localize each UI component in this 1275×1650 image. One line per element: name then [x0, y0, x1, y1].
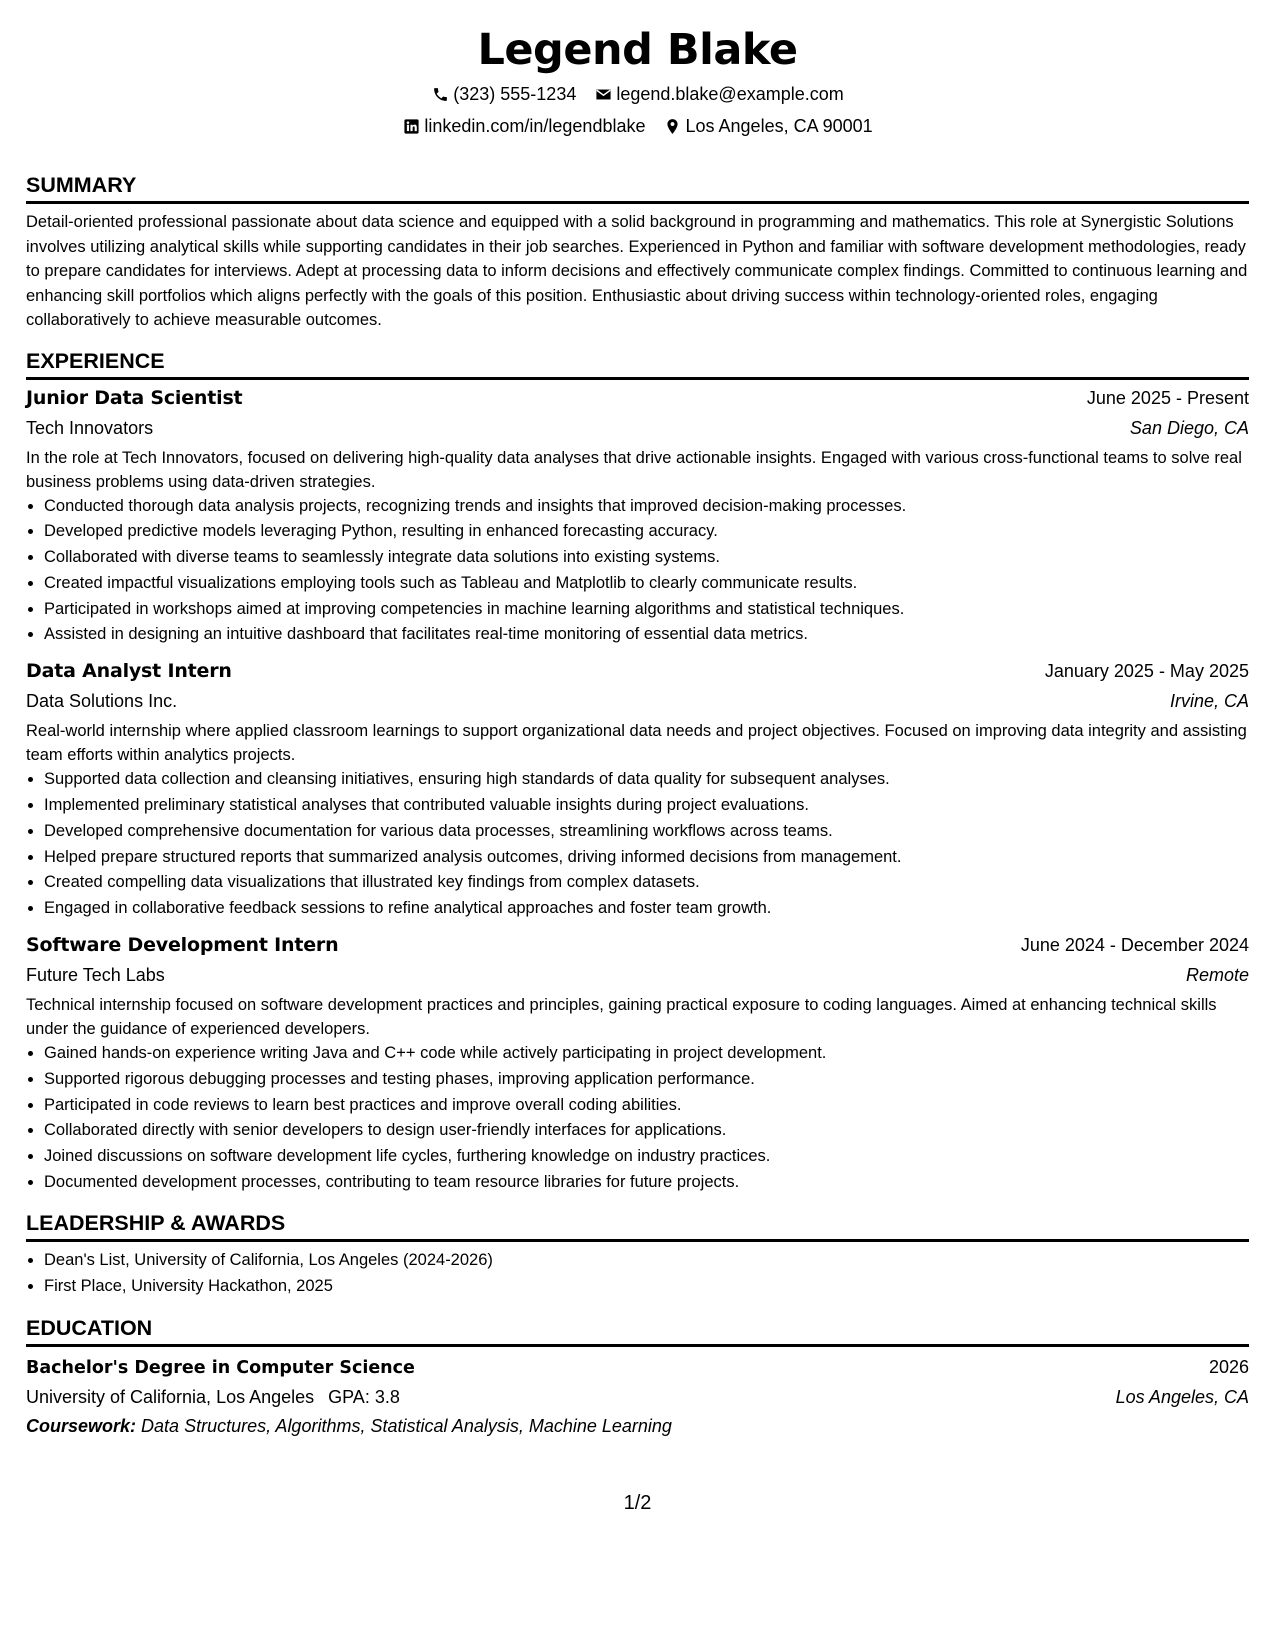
phone-icon — [431, 85, 449, 103]
summary-section — [26, 172, 1249, 333]
list-item: • Documented development processes, contributing to team resource libraries for future projects. — [44, 1170, 1249, 1196]
resume-page — [26, 0, 1249, 1650]
education-degree: Bachelor's Degree in Computer Science — [26, 1358, 415, 1379]
section-title-awards: LEADERSHIP & AWARDS — [26, 1210, 1249, 1242]
experience-section — [26, 348, 1249, 1196]
contact-line-2 — [26, 114, 1249, 138]
job-location: Remote — [1185, 965, 1249, 986]
job-location: Irvine, CA — [1169, 691, 1249, 712]
list-item: • Joined discussions on software development life cycles, furthering knowledge on industry practices. — [44, 1144, 1249, 1170]
list-item: • Created compelling data visualizations that illustrated key findings from complex datasets. — [44, 870, 1249, 896]
contact-phone[interactable] — [431, 82, 576, 106]
linkedin-text: linkedin.com/in/legendblake — [424, 116, 646, 136]
list-item: • Implemented preliminary statistical analyses that contributed valuable insights during project evaluations. — [44, 793, 1249, 819]
job-dates: June 2024 - December 2024 — [1020, 935, 1249, 956]
list-item: • Developed predictive models leveraging Python, resulting in enhanced forecasting accuracy. — [44, 519, 1249, 545]
job-title: Software Development Intern — [26, 934, 339, 957]
list-item: • Assisted in designing an intuitive dashboard that facilitates real-time monitoring of essential data metrics. — [44, 622, 1249, 648]
job-company: Future Tech Labs — [26, 965, 165, 986]
contact-linkedin[interactable] — [402, 114, 645, 138]
education-section — [26, 1315, 1249, 1441]
job-bullets — [26, 1041, 1249, 1196]
phone-text: (323) 555-1234 — [453, 84, 577, 104]
email-text: legend.blake@example.com — [616, 84, 844, 104]
job-bullets — [26, 767, 1249, 922]
education-gpa: GPA: 3.8 — [328, 1387, 400, 1408]
job-company: Tech Innovators — [26, 417, 154, 438]
list-item: • Gained hands-on experience writing Java and C++ code while actively participating in project development. — [44, 1041, 1249, 1067]
list-item: • Developed comprehensive documentation for various data processes, streamlining workflows across teams. — [44, 819, 1249, 845]
section-title-experience: EXPERIENCE — [26, 348, 1249, 380]
contact-location — [664, 114, 873, 138]
list-item: • Dean's List, University of California, Los Angeles (2024-2026) — [44, 1248, 1249, 1274]
job-entry — [26, 930, 1249, 1196]
list-item: • Supported data collection and cleansing initiatives, ensuring high standards of data quality for subsequent analyses. — [44, 767, 1249, 793]
job-description: Technical internship focused on software development practices and principles, gaining practical exposure to coding languages. Aimed at enhancing technical skills under the guidance of experienced developers. — [26, 996, 1217, 1039]
list-item: • Participated in code reviews to learn best practices and improve overall coding abilities. — [44, 1093, 1249, 1119]
education-location: Los Angeles, CA — [1115, 1387, 1249, 1408]
education-year: 2026 — [1208, 1357, 1249, 1378]
envelope-icon — [594, 85, 612, 103]
section-title-summary: SUMMARY — [26, 172, 1249, 204]
job-entry — [26, 383, 1249, 649]
job-entry — [26, 656, 1249, 922]
list-item: • Collaborated with diverse teams to seamlessly integrate data solutions into existing systems. — [44, 545, 1249, 571]
education-coursework — [26, 1412, 1249, 1441]
map-pin-icon — [664, 117, 682, 135]
contact-email[interactable] — [594, 82, 843, 106]
education-school: University of California, Los Angeles — [26, 1387, 315, 1408]
coursework-text: Data Structures, Algorithms, Statistical Analysis, Machine Learning — [141, 1416, 672, 1437]
list-item: • Participated in workshops aimed at improving competencies in machine learning algorithms and statistical techniques. — [44, 597, 1249, 623]
job-location: San Diego, CA — [1129, 417, 1249, 438]
contact-line-1 — [26, 82, 1249, 106]
list-item: • Created impactful visualizations employing tools such as Tableau and Matplotlib to clearly communicate results. — [44, 571, 1249, 597]
summary-text: Detail-oriented professional passionate about data science and equipped with a solid background in programming and mathematics. This role at Synergistic Solutions involves utilizing analytical skills while supporting candidates in their job searches. Experienced in Python and familiar with software development methodologies, ready to prepare candidates for interviews. Adept at processing data to inform decisions and effectively communicate complex findings. Committed to continuous learning and enhancing skill portfolios which aligns perfectly with the goals of this position. Enthusiastic about driving success within technology-oriented roles, engaging collaboratively to achieve measurable outcomes. — [26, 213, 1248, 329]
candidate-name: Legend Blake — [477, 25, 798, 75]
page-number: 1/2 — [623, 1492, 652, 1514]
resume-header — [26, 0, 1249, 138]
job-title: Junior Data Scientist — [26, 386, 243, 409]
list-item: • First Place, University Hackathon, 2025 — [44, 1274, 1249, 1300]
list-item: • Conducted thorough data analysis projects, recognizing trends and insights that improved decision-making processes. — [44, 494, 1249, 520]
list-item: • Helped prepare structured reports that summarized analysis outcomes, driving informed decisions from management. — [44, 845, 1249, 871]
list-item: • Engaged in collaborative feedback sessions to refine analytical approaches and foster team growth. — [44, 896, 1249, 922]
job-dates: June 2025 - Present — [1086, 387, 1249, 408]
awards-section — [26, 1210, 1249, 1300]
job-title: Data Analyst Intern — [26, 660, 232, 683]
job-bullets — [26, 494, 1249, 649]
job-company: Data Solutions Inc. — [26, 691, 178, 712]
coursework-label: Coursework: — [26, 1416, 137, 1437]
list-item: • Supported rigorous debugging processes and testing phases, improving application performance. — [44, 1067, 1249, 1093]
list-item: • Collaborated directly with senior developers to design user-friendly interfaces for applications. — [44, 1118, 1249, 1144]
job-description: In the role at Tech Innovators, focused on delivering high-quality data analyses that drive actionable insights. Engaged with various cross-functional teams to solve real business problems using data-driven strategies. — [26, 448, 1242, 491]
linkedin-icon — [402, 117, 420, 135]
awards-list — [26, 1248, 1249, 1300]
section-title-education: EDUCATION — [26, 1315, 1249, 1347]
location-text: Los Angeles, CA 90001 — [685, 116, 873, 136]
job-description: Real-world internship where applied classroom learnings to support organizational data needs and project objectives. Focused on improving data integrity and assisting team efforts within analytics projects. — [26, 722, 1247, 765]
job-dates: January 2025 - May 2025 — [1044, 661, 1249, 682]
